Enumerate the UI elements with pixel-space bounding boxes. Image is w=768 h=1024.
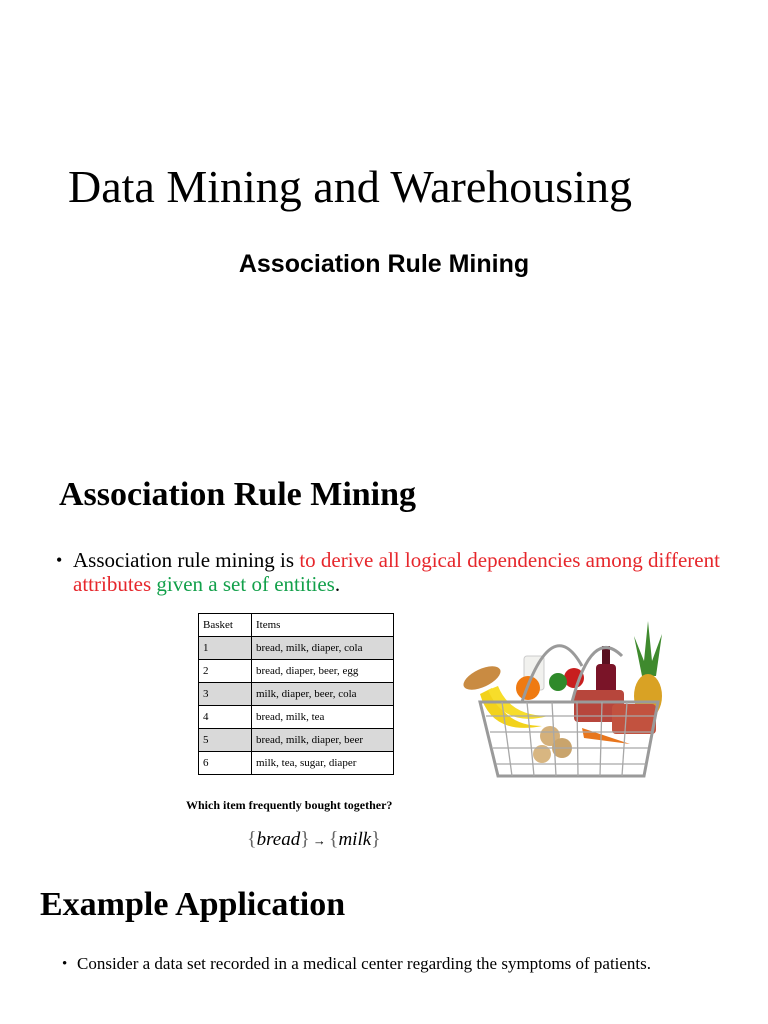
definition-period: . (334, 572, 341, 596)
association-rule (247, 828, 381, 851)
brace-open-icon: { (328, 828, 339, 850)
table-cell-basket: 5 (199, 729, 252, 752)
table-cell-items: milk, diaper, beer, cola (252, 683, 394, 706)
rule-lhs: bread (256, 829, 301, 850)
table-row (199, 706, 394, 729)
bullet-icon: • (56, 550, 63, 570)
brace-open-icon: { (247, 828, 257, 850)
table-cell-basket: 1 (199, 637, 252, 660)
table-cell-items: bread, milk, diaper, cola (252, 637, 394, 660)
example-bullet (62, 954, 712, 974)
table-header-basket: Basket (199, 614, 252, 637)
table-header-items: Items (252, 614, 394, 637)
rule-rhs: milk (338, 829, 372, 850)
basket-table (198, 613, 394, 775)
table-header-row (199, 614, 394, 637)
brace-close-icon: } (300, 828, 310, 850)
table-cell-items: milk, tea, sugar, diaper (252, 752, 394, 775)
table-row (199, 729, 394, 752)
table-cell-basket: 6 (199, 752, 252, 775)
definition-text: Association rule mining is (73, 548, 300, 572)
table-row (199, 752, 394, 775)
table-cell-basket: 2 (199, 660, 252, 683)
brace-close-icon: } (371, 828, 381, 850)
table-row (199, 683, 394, 706)
slide-subtitle: Association Rule Mining (238, 250, 530, 278)
table-row (199, 637, 394, 660)
table-row (199, 660, 394, 683)
section-heading-example: Example Application (40, 886, 346, 923)
table-cell-items: bread, milk, diaper, beer (252, 729, 394, 752)
bullet-icon: • (62, 956, 68, 972)
table-cell-items: bread, milk, tea (252, 706, 394, 729)
section-heading-association: Association Rule Mining (59, 476, 417, 513)
table-cell-items: bread, diaper, beer, egg (252, 660, 394, 683)
definition-bullet (56, 548, 736, 596)
shopping-basket-icon (462, 616, 672, 782)
table-cell-basket: 3 (199, 683, 252, 706)
question-text: Which item frequently bought together? (186, 798, 393, 812)
slide-title: Data Mining and Warehousing (68, 161, 632, 212)
definition-highlight-green: given a set of entities (156, 572, 335, 596)
definition-highlight-red: to derive all logical dependencies among different attributes (73, 548, 720, 596)
rule-arrow: → (312, 833, 326, 848)
table-cell-basket: 4 (199, 706, 252, 729)
example-text: Consider a data set recorded in a medical center regarding the symptoms of patients. (77, 954, 652, 973)
